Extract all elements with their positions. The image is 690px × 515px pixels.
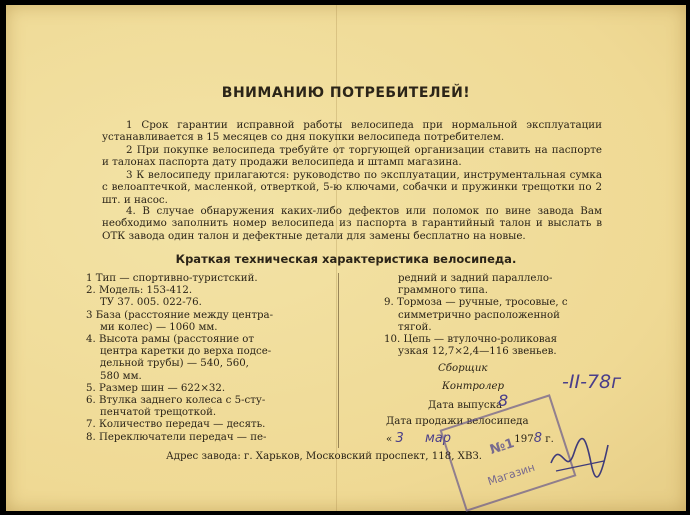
warranty-card bbox=[6, 5, 686, 511]
spec-line: редний и задний параллело- bbox=[398, 273, 553, 284]
spec-line: 7. Количество передач — десять. bbox=[86, 419, 266, 431]
spec-line: тягой. bbox=[398, 321, 432, 333]
page-title: ВНИМАНИЮ ПОТРЕБИТЕЛЕЙ! bbox=[221, 85, 471, 101]
sale-date-year-suffix: г. bbox=[545, 434, 554, 445]
spec-line: ми колес) — 1060 мм. bbox=[100, 321, 218, 333]
spec-line: 8. Переключатели передач — пе- bbox=[86, 431, 267, 443]
issue-date-label: Дата выпуска bbox=[428, 400, 503, 411]
spec-line: пенчатой трещоткой. bbox=[100, 407, 217, 419]
spec-line: граммного типа. bbox=[398, 285, 488, 297]
spec-line: 3 База (расстояние между центра- bbox=[86, 309, 274, 321]
spec-right-column bbox=[384, 273, 609, 358]
sale-month: мар bbox=[425, 431, 452, 446]
paragraph-4: 4. В случае обнаружения каких-либо дефектов или поломок по вине завода Вам необходимо заполнить номер велосипеда из паспорта в гарантийный талон и выслать в ОТК завода один талон и дефектные детали для замены бесплатно на новые. bbox=[102, 205, 602, 242]
assembler-label: Сборщик bbox=[438, 363, 488, 374]
spec-line: 9. Тормоза — ручные, тросовые, с bbox=[384, 297, 568, 309]
paragraph-1: 1 Срок гарантии исправной работы велосипеда при нормальной эксплуатации устанавливается в 15 месяцев со дня покупки велосипеда потребителем. bbox=[102, 119, 602, 144]
spec-line: 1 Тип — спортивно-туристский. bbox=[86, 273, 258, 284]
sale-date-label: Дата продажи велосипеда bbox=[386, 416, 529, 427]
spec-line: 6. Втулка заднего колеса с 5-сту- bbox=[86, 395, 266, 407]
spec-line: 4. Высота рамы (расстояние от bbox=[86, 334, 254, 346]
sale-year-print: 197 bbox=[514, 434, 534, 445]
sale-year-handwritten: 8 bbox=[533, 431, 543, 446]
sale-date-open-quote: « bbox=[386, 434, 393, 445]
sale-day: 3 bbox=[395, 431, 404, 446]
spec-line: 10. Цепь — втулочно-роликовая bbox=[384, 334, 558, 346]
paragraph-2: 2 При покупке велосипеда требуйте от торгующей организации ставить на паспорте и талонах паспорта дату продажи велосипеда и штамп магазина. bbox=[102, 144, 602, 169]
factory-address: Адрес завода: г. Харьков, Московский проспект, 118, ХВЗ. bbox=[166, 451, 483, 462]
spec-line: дельной трубы) — 540, 560, bbox=[100, 358, 249, 370]
spec-line: ТУ 37. 005. 022-76. bbox=[100, 297, 202, 309]
stamp-number: №1 bbox=[488, 436, 517, 458]
issue-date-handwritten-digit: 8 bbox=[498, 391, 509, 410]
paragraph-3: 3 К велосипеду прилагаются: руководство по эксплуатации, инструментальная сумка с велоаптечкой, масленкой, отверткой, 5-ю ключами, собачки и пружинки трещотки по 2 шт. и насос. bbox=[102, 169, 602, 206]
controller-label: Контролер bbox=[442, 381, 505, 392]
spec-left-column bbox=[86, 273, 331, 444]
signature-scribble bbox=[546, 433, 616, 483]
spec-subtitle: Краткая техническая характеристика велосипеда. bbox=[175, 252, 517, 266]
spec-line: 580 мм. bbox=[100, 370, 142, 382]
spec-line: 5. Размер шин — 622⨯32. bbox=[86, 382, 226, 394]
stamp-shop: Магазин bbox=[486, 460, 537, 489]
column-divider bbox=[338, 273, 339, 448]
issue-date-handwritten: -II-78г bbox=[562, 371, 622, 393]
spec-line: симметрично расположенной bbox=[398, 309, 560, 321]
spec-line: центра каретки до верха подсе- bbox=[100, 346, 272, 358]
spec-line: 2. Модель: 153-412. bbox=[86, 285, 193, 297]
spec-line: узкая 12,7⨯2,4—116 звеньев. bbox=[398, 346, 557, 358]
